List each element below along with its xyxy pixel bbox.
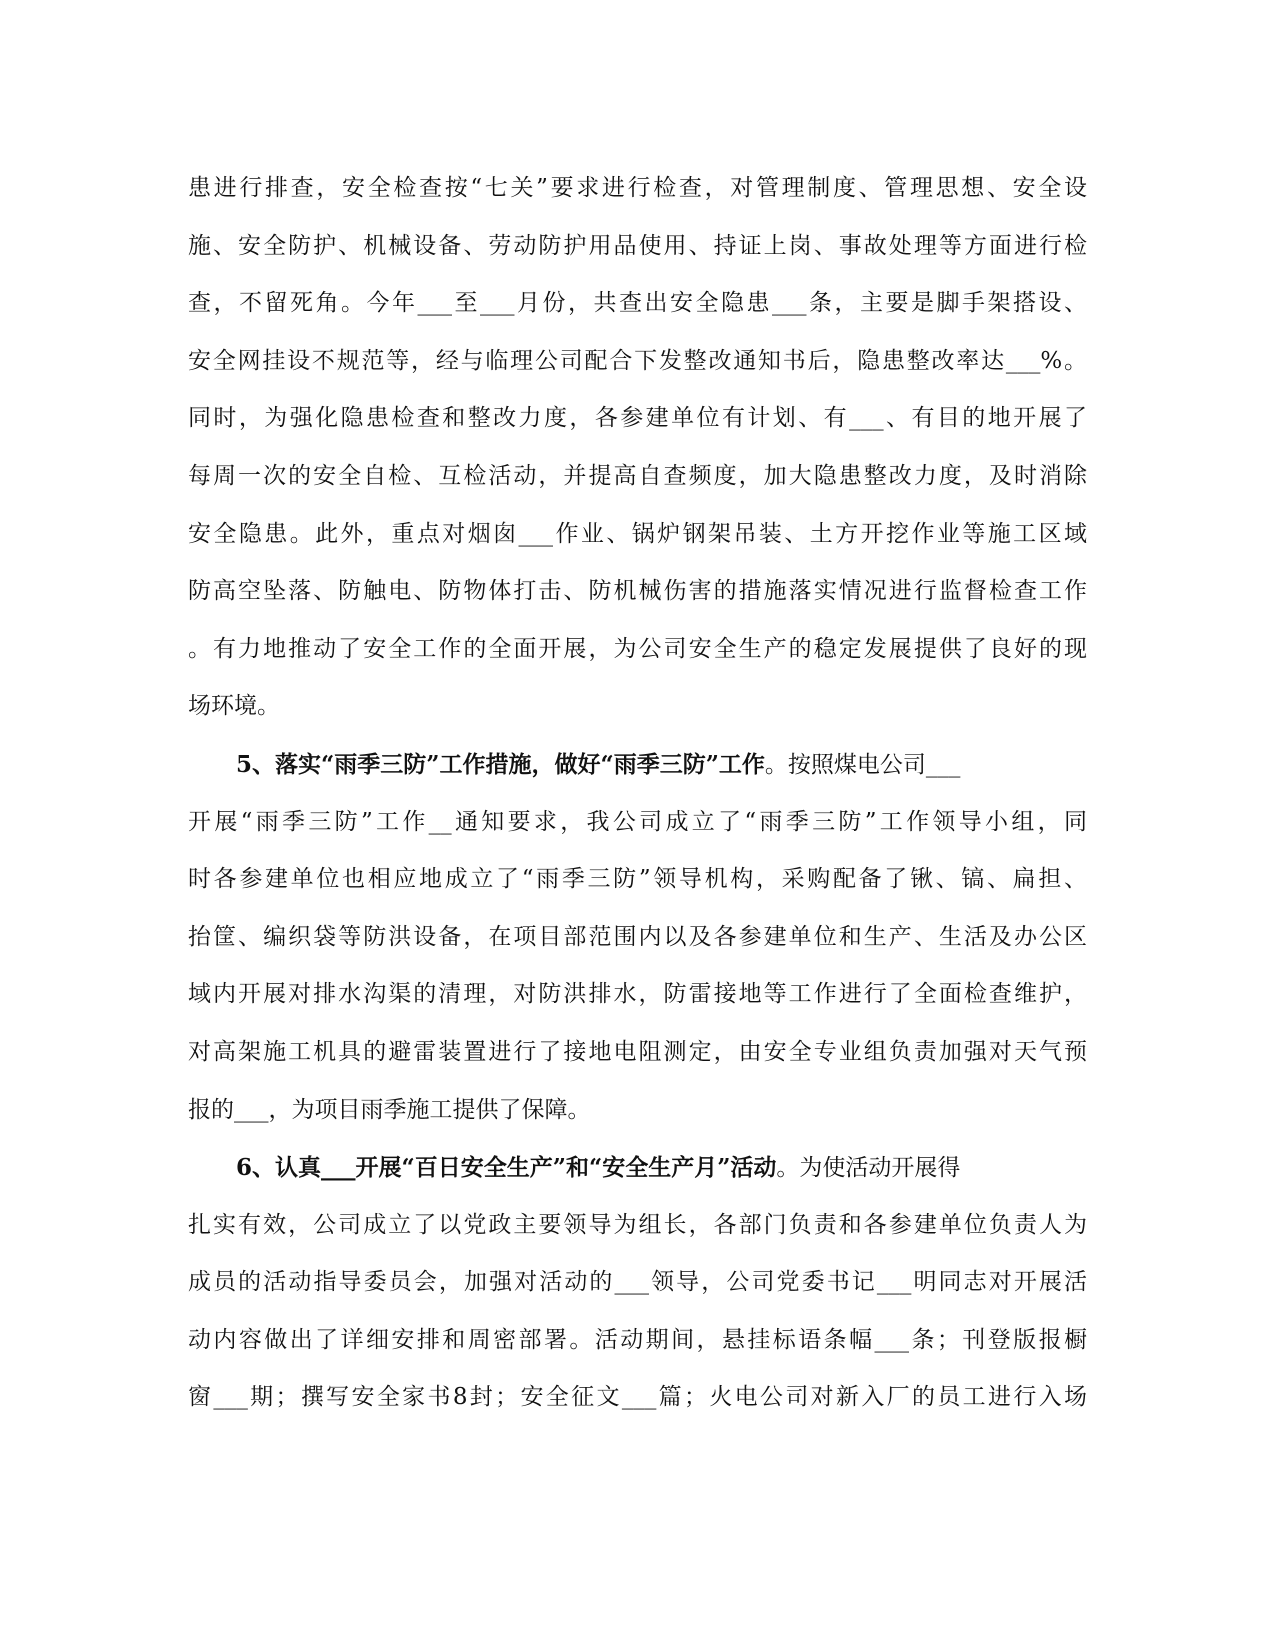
text-run: 。为使活动开展得: [776, 1155, 961, 1182]
text-line: 同时，为强化隐患检查和整改力度，各参建单位有计划、有___、有目的地开展了: [188, 405, 1087, 432]
text-line: 开展“雨季三防”工作__通知要求，我公司成立了“雨季三防”工作领导小组，同: [188, 808, 1087, 835]
text-line: 成员的活动指导委员会，加强对活动的___领导，公司党委书记___明同志对开展活: [188, 1269, 1087, 1296]
text-line: 时各参建单位也相应地成立了“雨季三防”领导机构，采购配备了锹、镐、扁担、: [188, 866, 1087, 893]
paragraph-3: [188, 1139, 1087, 1427]
section-heading: 6、认真___开展“百日安全生产”和“安全生产月”活动: [236, 1154, 777, 1182]
text-line: 每周一次的安全自检、互检活动，并提高自查频度，加大隐患整改力度，及时消除: [188, 462, 1087, 489]
text-line: 对高架施工机具的避雷装置进行了接地电阻测定，由安全专业组负责加强对天气预: [188, 1038, 1087, 1065]
text-line: [188, 736, 1087, 794]
text-line: 患进行排查，安全检查按“七关”要求进行检查，对管理制度、管理思想、安全设: [188, 175, 1087, 201]
section-heading: 5、落实“雨季三防”工作措施，做好“雨季三防”工作: [236, 750, 765, 778]
text-line: 。有力地推动了安全工作的全面开展，为公司安全生产的稳定发展提供了良好的现: [188, 635, 1087, 662]
paragraph-2: [188, 736, 1087, 1139]
text-line: 扎实有效，公司成立了以党政主要领导为组长，各部门负责和各参建单位负责人为: [188, 1211, 1087, 1238]
text-line: 窗___期；撰写安全家书8封；安全征文___篇；火电公司对新入厂的员工进行入场: [188, 1384, 1087, 1411]
text-line: 场环境。: [188, 693, 280, 720]
text-line: 防高空坠落、防触电、防物体打击、防机械伤害的措施落实情况进行监督检查工作: [188, 578, 1087, 605]
text-line: 安全隐患。此外，重点对烟囱___作业、锅炉钢架吊装、土方开挖作业等施工区域: [188, 520, 1087, 547]
text-line: 动内容做出了详细安排和周密部署。活动期间，悬挂标语条幅___条；刊登版报橱: [188, 1326, 1087, 1353]
text-line: 域内开展对排水沟渠的清理，对防洪排水，防雷接地等工作进行了全面检查维护，: [188, 981, 1087, 1008]
text-run: 。按照煤电公司___: [764, 751, 961, 778]
text-line: 查，不留死角。今年___至___月份，共查出安全隐患___条，主要是脚手架搭设、: [188, 290, 1087, 317]
text-line: 报的___，为项目雨季施工提供了保障。: [188, 1096, 591, 1123]
text-line: 安全网挂设不规范等，经与临理公司配合下发整改通知书后，隐患整改率达___%。: [188, 347, 1087, 374]
paragraph-1: [188, 160, 1087, 736]
text-line: 施、安全防护、机械设备、劳动防护用品使用、持证上岗、事故处理等方面进行检: [188, 232, 1087, 259]
text-line: 抬筐、编织袋等防洪设备，在项目部范围内以及各参建单位和生产、生活及办公区: [188, 923, 1087, 950]
document-body: [188, 160, 1087, 1427]
text-line: [188, 1139, 1087, 1197]
